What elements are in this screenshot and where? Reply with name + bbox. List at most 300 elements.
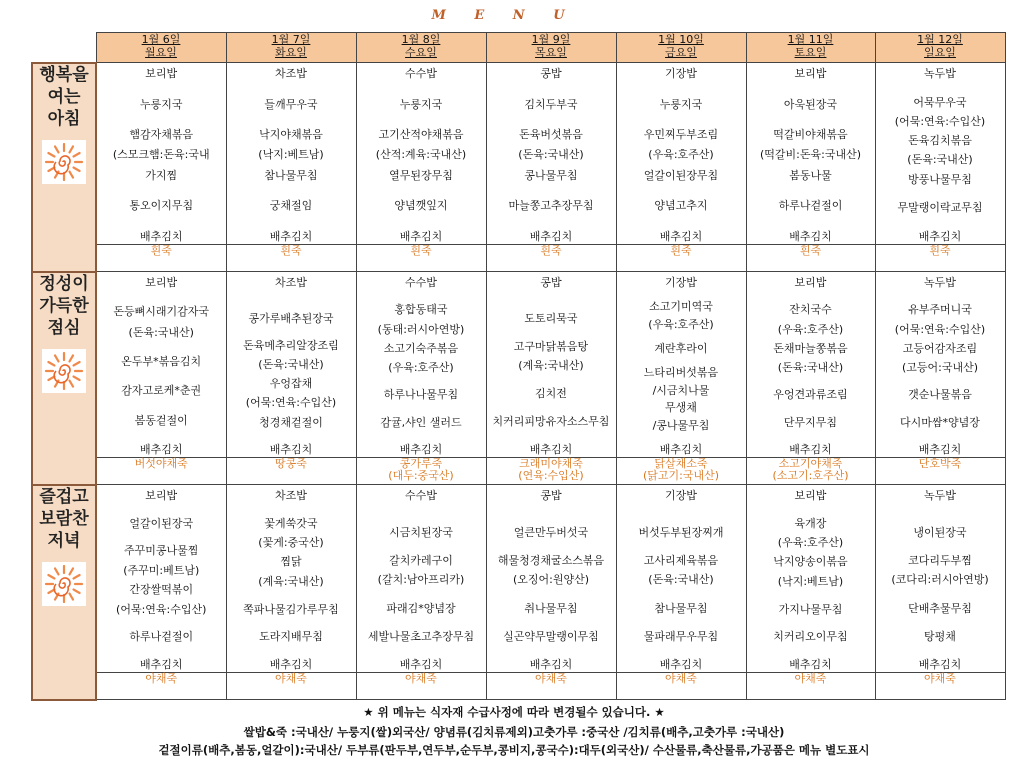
menu-item: 무생채 (665, 401, 697, 415)
menu-item: (코다리:러시아연방) (891, 573, 989, 587)
menu-item: 돈육버섯볶음 (519, 128, 583, 142)
menu-item: 우엉견과류조림 (773, 388, 848, 402)
menu-item (97, 87, 226, 90)
menu-item (617, 621, 746, 623)
menu-item (227, 594, 356, 596)
menu-item (487, 509, 616, 511)
menu-item: 감자고로케*춘권 (121, 384, 202, 398)
menu-item (876, 435, 1005, 437)
menu-item: (산적:계육:국내산) (375, 148, 467, 162)
menu-item: (계육:국내산) (258, 574, 324, 588)
menu-item: 어묵무우국 (913, 95, 967, 109)
menu-item: 하루나겉절이 (129, 630, 194, 644)
menu-item: 콩가루배추된장국 (248, 311, 334, 325)
porridge-cell (746, 673, 875, 700)
menu-item (97, 508, 226, 510)
meal-label: 점심 (47, 317, 81, 338)
menu-item (747, 380, 875, 382)
menu-item: 배추김치 (789, 657, 832, 671)
porridge-item: 야채죽 (405, 672, 437, 685)
meal-label: 아침 (47, 108, 81, 129)
menu-item (357, 517, 486, 519)
menu-item (617, 517, 746, 519)
menu-item: 얼갈이된장국 (129, 516, 194, 530)
menu-item: 누룽지국 (659, 97, 703, 111)
meal-label: 가득한 (39, 295, 89, 316)
menu-item (357, 189, 486, 192)
menu-item (357, 545, 486, 547)
menu-item: (주꾸미:베트남) (123, 563, 200, 577)
menu-item: 돈육김치볶음 (908, 134, 972, 148)
porridge-cell (486, 245, 616, 272)
meal-label-cell (32, 485, 96, 700)
menu-item: 배추김치 (659, 229, 703, 243)
menu-item: (꽃게:중국산) (258, 536, 324, 550)
menu-item: 가지찜 (145, 168, 178, 182)
menu-cell (96, 63, 226, 245)
menu-item: 열무된장무침 (389, 168, 453, 182)
porridge-item: 흰죽 (410, 244, 432, 257)
menu-cell (356, 272, 486, 458)
menu-item: 배추김치 (139, 229, 183, 243)
porridge-row (32, 245, 1005, 272)
menu-item (97, 375, 226, 377)
menu-item: 참나물무침 (654, 601, 708, 615)
menu-item: 콩밥 (540, 489, 562, 502)
menu-item: 해물청경채굴소스볶음 (497, 553, 605, 567)
menu-item: 콩밥 (540, 67, 562, 80)
menu-item: 취나물무침 (524, 601, 578, 615)
menu-item (487, 517, 616, 519)
menu-item: (어묵:연육:수입산) (894, 114, 986, 128)
menu-item (357, 87, 486, 90)
menu-item (747, 650, 875, 652)
menu-item: 쪽파나물김가루무침 (243, 602, 339, 616)
menu-item (876, 407, 1005, 409)
menu-cell (96, 485, 226, 673)
menu-item: 기장밥 (665, 489, 697, 502)
menu-item: (어묵:연육:수입산) (245, 396, 337, 410)
day-date: 1월 8일 (401, 33, 441, 46)
menu-cell (356, 485, 486, 673)
menu-item (357, 380, 486, 382)
menu-item: 봄동나물 (789, 168, 832, 182)
day-header-row (32, 33, 1005, 63)
porridge-item: 크래미야채죽 (519, 457, 583, 470)
menu-item: 아욱된장국 (783, 97, 838, 111)
menu-item: 육개장 (794, 516, 827, 530)
porridge-item: 닭살채소죽 (654, 457, 708, 470)
day-date: 1월 9일 (531, 33, 571, 46)
menu-cell (875, 272, 1005, 458)
menu-item: 수수밥 (405, 67, 437, 80)
menu-item: 누룽지국 (399, 97, 443, 111)
menu-cell (356, 63, 486, 245)
porridge-item: 야채죽 (665, 672, 697, 685)
menu-item: (낙지:베트남) (258, 148, 324, 162)
menu-item: 보리밥 (794, 489, 827, 502)
menu-item (487, 220, 616, 223)
menu-cell (486, 272, 616, 458)
day-date: 1월 12일 (917, 33, 963, 46)
menu-item: 단배추물무침 (908, 601, 972, 615)
menu-item (487, 189, 616, 192)
day-header (486, 33, 616, 63)
menu-item (617, 436, 746, 438)
porridge-cell (356, 458, 486, 485)
menu-item: 갯순나물볶음 (908, 388, 972, 402)
menu-item (227, 435, 356, 437)
menu-item (487, 407, 616, 409)
menu-item: 냉이된장국 (913, 525, 967, 539)
meal-label-cell (32, 272, 96, 485)
menu-item (876, 509, 1005, 511)
menu-item (97, 296, 226, 298)
menu-item: (동태:러시아연방) (377, 322, 465, 336)
menu-cell (875, 485, 1005, 673)
menu-item (357, 593, 486, 595)
menu-item: (고등어:국내산) (901, 360, 979, 374)
menu-item: 얼큰만두버섯국 (513, 525, 589, 539)
menu-item (357, 509, 486, 511)
menu-cell (616, 272, 746, 458)
menu-item: (오징어:원양산) (512, 573, 590, 587)
menu-cell (616, 63, 746, 245)
menu-item: 하루나겉절이 (778, 199, 843, 213)
menu-item: 배추김치 (918, 657, 962, 671)
menu-item (876, 649, 1005, 651)
porridge-item: 흰죽 (540, 244, 562, 257)
weekly-menu-table (31, 32, 1006, 701)
day-date: 1월 10일 (658, 33, 704, 46)
menu-item (357, 621, 486, 623)
day-weekday: 일요일 (924, 46, 956, 59)
porridge-cell (356, 245, 486, 272)
menu-item: 차조밥 (275, 489, 307, 502)
menu-cell (226, 272, 356, 458)
menu-item (227, 295, 356, 297)
menu-item: (돈육:국내산) (128, 325, 194, 339)
porridge-item: (대두:중국산) (388, 469, 454, 482)
menu-cell (486, 485, 616, 673)
menu-item (617, 335, 746, 337)
menu-item: (돈육:국내산) (258, 358, 324, 372)
day-header (875, 33, 1005, 63)
menu-item: 도라지배무침 (259, 630, 323, 644)
menu-item (747, 118, 875, 121)
porridge-item: 야채죽 (145, 672, 178, 685)
porridge-cell (616, 245, 746, 272)
porridge-cell (616, 673, 746, 700)
porridge-item: 버섯야채죽 (134, 457, 188, 470)
menu-item (487, 118, 616, 121)
menu-item: 치커리오이무침 (773, 630, 848, 644)
menu-item: 단무지무침 (783, 415, 838, 429)
menu-title: M E N U (431, 8, 577, 23)
origin-info-line2: 겉절이류(배추,봄동,얼갈이):국내산/ 두부류(판두부,연두부,순두부,콩비지,콩국수):대두(외국산)/ 수산물류,축산물류,가공품은 메뉴 별도표시 (158, 743, 870, 757)
menu-item: (계육:국내산) (518, 359, 584, 373)
menu-item: 계란후라이 (654, 341, 708, 355)
menu-item: 간장쌀떡볶이 (129, 583, 194, 597)
menu-item: 배추김치 (529, 229, 573, 243)
menu-item (747, 594, 875, 596)
menu-item: 배추김치 (918, 442, 962, 456)
menu-item: (돈육:국내산) (518, 148, 584, 162)
day-date: 1월 11일 (787, 33, 834, 46)
menu-item: 배추김치 (659, 442, 703, 456)
menu-item (227, 303, 356, 305)
menu-item: 잔치국수 (789, 303, 832, 317)
menu-item: 배추김치 (399, 657, 443, 671)
day-weekday: 목요일 (535, 46, 567, 59)
menu-item: 배추김치 (918, 229, 962, 243)
porridge-item: 단호박죽 (918, 457, 962, 470)
menu-item (617, 359, 746, 361)
menu-item: /콩나물무침 (652, 418, 710, 432)
menu-item: 우민찌두부조림 (643, 128, 719, 142)
menu-item (617, 649, 746, 651)
porridge-item: 흰죽 (670, 244, 692, 257)
menu-item (487, 621, 616, 623)
porridge-cell (96, 458, 226, 485)
menu-item: 방풍나물무침 (908, 172, 972, 186)
day-header (616, 33, 746, 63)
menu-item: 배추김치 (139, 657, 183, 671)
menu-item: 얼갈이된장무침 (643, 168, 719, 182)
menu-item: (갈치:남아프리카) (377, 573, 465, 587)
menu-item: (떡갈비:돈육:국내산) (759, 148, 861, 162)
menu-item: 마늘쫑고추장무침 (508, 199, 594, 213)
porridge-item: 흰죽 (799, 244, 822, 257)
menu-item: (스모크햄:돈육:국내 (112, 148, 210, 162)
porridge-item: (연육:수입산) (518, 469, 584, 482)
menu-item (876, 192, 1005, 195)
day-date: 1월 7일 (271, 33, 311, 46)
meal-label: 보람찬 (39, 508, 89, 529)
menu-item: (우육:호주산) (648, 317, 714, 331)
menu-item (747, 407, 875, 409)
menu-item: 배추김치 (399, 229, 443, 243)
menu-item: 꽃게쑥갓국 (264, 516, 318, 530)
day-weekday: 월요일 (145, 46, 177, 59)
menu-item: (어묵:연육:수입산) (894, 322, 986, 336)
menu-item: 배추김치 (269, 657, 313, 671)
menu-cell (746, 272, 875, 458)
menu-item (487, 379, 616, 381)
menu-item: 파래김*양념장 (386, 601, 456, 615)
menu-item (876, 621, 1005, 623)
porridge-item: 콩가루죽 (399, 457, 443, 470)
menu-item: 가지나물무침 (778, 602, 843, 616)
menu-item: 코다리두부찜 (908, 553, 972, 567)
menu-item: 수수밥 (405, 489, 437, 502)
menu-item: (돈육:국내산) (907, 153, 973, 167)
menu-item: 찜닭 (280, 555, 302, 569)
porridge-cell (875, 673, 1005, 700)
menu-item (876, 545, 1005, 547)
menu-item: 보리밥 (145, 276, 178, 289)
menu-item: 양념깻잎지 (394, 199, 448, 213)
menu-item: 봄동겉절이 (134, 413, 188, 427)
day-weekday: 토요일 (794, 46, 827, 59)
menu-item: 배추김치 (269, 229, 313, 243)
menu-item: 떡갈비야채볶음 (773, 128, 848, 142)
menu-item: (우육:호주산) (648, 148, 714, 162)
menu-item (747, 220, 875, 223)
menu-item (227, 220, 356, 223)
menu-cell (616, 485, 746, 673)
menu-item (876, 380, 1005, 382)
meal-row (32, 63, 1005, 245)
menu-item: 기장밥 (665, 67, 697, 80)
menu-item (227, 118, 356, 121)
day-header (226, 33, 356, 63)
menu-item: 참나물무침 (264, 168, 318, 182)
menu-item (876, 517, 1005, 519)
porridge-cell (746, 245, 875, 272)
menu-item (357, 407, 486, 409)
menu-item: 녹두밥 (924, 276, 956, 289)
menu-item: 통오이지무침 (129, 199, 194, 213)
menu-item (357, 118, 486, 121)
menu-item: 고사리제육볶음 (643, 553, 719, 567)
day-date: 1월 6일 (141, 33, 181, 46)
menu-item: 우엉잡채 (269, 377, 313, 391)
menu-item (487, 295, 616, 297)
menu-item (876, 593, 1005, 595)
menu-item: 고구마닭볶음탕 (513, 340, 589, 354)
day-weekday: 화요일 (275, 46, 307, 59)
menu-item (487, 332, 616, 334)
header-corner (32, 33, 96, 63)
day-weekday: 수요일 (405, 46, 437, 59)
menu-item: 세발나물초고추장무침 (367, 629, 475, 643)
menu-item: 배추김치 (529, 442, 573, 456)
menu-item: 돈등뼈시래기감자국 (113, 305, 210, 319)
menu-item: (낙지:베트남) (777, 574, 844, 588)
origin-info-line1: 쌀밥&죽 :국내산/ 누룽지(쌀)외국산/ 양념류(김치류제외)고춧가루 :중국산 /김치류(배추,고춧가루 :국내산) (243, 725, 785, 739)
menu-item (747, 435, 875, 437)
menu-item (617, 118, 746, 121)
menu-item: 돈채마늘쫑볶음 (773, 341, 848, 355)
menu-item: (어묵:연육:수입산) (116, 602, 207, 616)
menu-item: 양념고추지 (654, 199, 708, 213)
menu-item (487, 593, 616, 595)
menu-item: 김치두부국 (524, 97, 578, 111)
menu-item: 배추김치 (269, 442, 313, 456)
menu-item: 김치전 (535, 387, 567, 401)
porridge-cell (486, 673, 616, 700)
meal-row (32, 272, 1005, 458)
menu-item (487, 545, 616, 547)
porridge-cell (226, 458, 356, 485)
menu-item: 고등어감자조림 (902, 341, 978, 355)
menu-item (227, 622, 356, 624)
menu-item: 차조밥 (275, 67, 307, 80)
menu-item (617, 87, 746, 90)
menu-item (227, 189, 356, 192)
menu-item: 콩밥 (540, 276, 562, 289)
menu-item (97, 118, 226, 121)
menu-item: (돈육:국내산) (777, 360, 844, 374)
porridge-item: 소고기야채죽 (778, 457, 843, 470)
menu-item: 배추김치 (399, 442, 443, 456)
menu-item: 햄감자채볶음 (129, 128, 194, 142)
menu-item: 물파래무우무침 (643, 629, 719, 643)
menu-item (97, 220, 226, 223)
menu-cell (226, 485, 356, 673)
menu-item (617, 220, 746, 223)
menu-item (747, 508, 875, 510)
menu-item: 소고기숙주볶음 (383, 341, 459, 355)
porridge-row (32, 458, 1005, 485)
menu-item: 배추김치 (529, 657, 573, 671)
menu-item: 배추김치 (789, 229, 832, 243)
menu-item (357, 435, 486, 437)
day-header (746, 33, 875, 63)
menu-item: 유부주머니국 (908, 303, 972, 317)
meal-label: 행복을 (39, 64, 89, 85)
porridge-cell (226, 673, 356, 700)
porridge-item: (닭고기:국내산) (642, 469, 720, 482)
meal-label: 즐겁고 (39, 486, 89, 507)
menu-item (97, 536, 226, 538)
menu-item (487, 649, 616, 651)
meal-label: 저녁 (47, 530, 81, 551)
menu-item (747, 295, 875, 297)
menu-item (876, 295, 1005, 297)
menu-item (97, 650, 226, 652)
menu-item: 차조밥 (275, 276, 307, 289)
menu-item: 탕평채 (924, 629, 956, 643)
menu-item (357, 295, 486, 297)
menu-cell (746, 485, 875, 673)
menu-item: 녹두밥 (924, 489, 956, 502)
menu-item: (돈육:국내산) (648, 573, 714, 587)
porridge-item: 야채죽 (535, 672, 567, 685)
menu-item (227, 331, 356, 333)
porridge-cell (96, 245, 226, 272)
porridge-cell (486, 458, 616, 485)
menu-item (487, 87, 616, 90)
menu-item: (우육:호주산) (388, 360, 454, 374)
menu-cell (875, 63, 1005, 245)
porridge-item: 땅콩죽 (275, 457, 307, 470)
sun-icon (42, 349, 86, 393)
menu-item: 들깨무우국 (264, 97, 318, 111)
menu-item: 배추김치 (659, 657, 703, 671)
porridge-cell (356, 673, 486, 700)
menu-item: 홍합동태국 (394, 303, 448, 317)
menu-cell (486, 63, 616, 245)
porridge-row (32, 673, 1005, 700)
day-header (96, 33, 226, 63)
menu-item: 감귤,샤인 샐러드 (380, 415, 462, 429)
menu-item (357, 220, 486, 223)
menu-item: /시금치나물 (652, 383, 710, 397)
meal-label: 여는 (47, 86, 81, 107)
menu-item (747, 87, 875, 90)
menu-item: 보리밥 (145, 67, 178, 80)
menu-item: 갈치카레구이 (389, 553, 453, 567)
sun-icon (42, 562, 86, 606)
menu-item: 온두부*볶음김치 (121, 354, 202, 368)
menu-item (97, 404, 226, 406)
menu-item (357, 649, 486, 651)
menu-item: 낙지양송이볶음 (773, 555, 848, 569)
menu-item (487, 434, 616, 436)
menu-cell (746, 63, 875, 245)
